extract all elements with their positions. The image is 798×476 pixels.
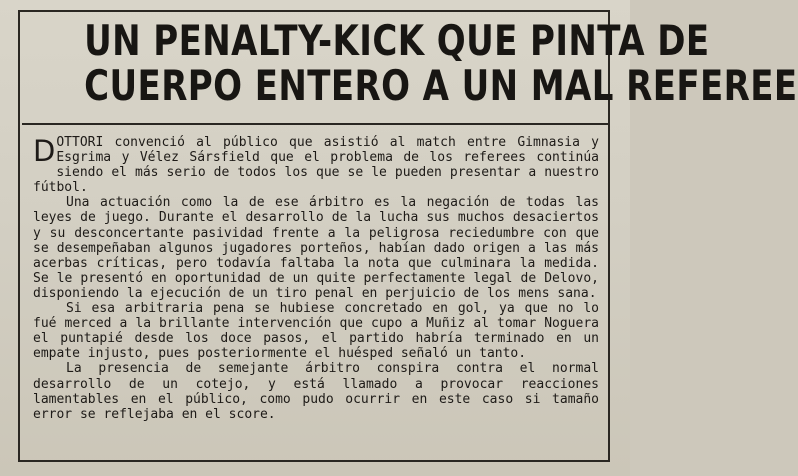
paragraph-3: Si esa arbitraria pena se hubiese concretado en gol, ya que no lo fué merced a la brillante intervención que cupo a Muñiz al tomar Noguera el puntapié desde los doce pasos, el partido habría terminado en un empate injusto, pues posteriormente el huésped señaló un tanto.: [33, 301, 599, 362]
drop-cap: D: [33, 134, 56, 168]
article-body: [33, 135, 599, 422]
headline-divider: [22, 123, 608, 125]
paragraph-2: Una actuación como la de ese árbitro es la negación de todas las leyes de juego. Durante el desarrollo de la lucha sus muchos desaciertos y su desconcertante pasividad frente a la peligrosa reciedumbre con que se desempeñaban algunos jugadores porteños, habían dado origen a las más acerbas críticas, pero todavía faltaba la nota que culminara la medida. Se le presentó en oportunidad de un quite perfectamente legal de Delovo, disponiendo la ejecución de un tiro penal en perjuicio de los mens sana.: [33, 195, 599, 301]
paragraph-1: [33, 135, 599, 195]
paragraph-4: La presencia de semejante árbitro conspira contra el normal desarrollo de un cotejo, y está llamado a provocar reacciones lamentables en el público, como pudo ocurrir en este caso si tamaño error se reflejaba en el score.: [33, 361, 599, 422]
paragraph-1-text: OTTORI convenció al público que asistió al match entre Gimnasia y Esgrima y Vélez Sársfield que el problema de los referees continúa siendo el más serio de todos los que se le pueden presentar a nuestro fútbol.: [33, 135, 599, 196]
headline: [84, 16, 798, 110]
headline-line-1: UN PENALTY-KICK QUE PINTA DE: [84, 16, 710, 65]
headline-line-2: CUERPO ENTERO A UN MAL REFEREE: [84, 61, 798, 110]
